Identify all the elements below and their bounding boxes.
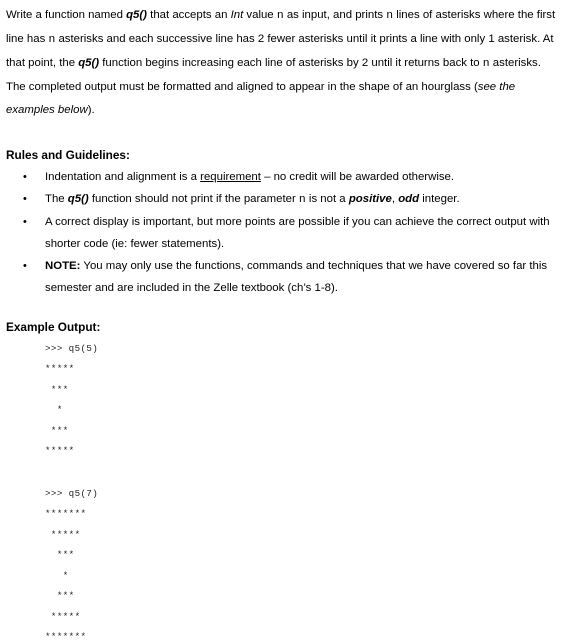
rule-item xyxy=(0,211,567,255)
output-line: ***** xyxy=(45,528,81,540)
rule-text: You may only use the functions, commands and techniques that we have covered so far this semester and are included in the Zelle textbook (ch’s 1-8). xyxy=(45,260,548,294)
output-line: * xyxy=(45,569,69,581)
output-line: *** xyxy=(45,590,75,601)
param-name: n xyxy=(386,10,394,22)
function-name: q5() xyxy=(67,193,89,205)
text-segment: value xyxy=(243,9,277,21)
output-line: ***** xyxy=(45,445,75,456)
rule-text: function should not print if the parameter xyxy=(88,193,299,205)
output-line: ******* xyxy=(45,508,87,519)
output-line: *** xyxy=(45,383,69,395)
bullet-icon: • xyxy=(23,216,27,228)
bullet-icon: • xyxy=(23,260,27,272)
shell-prompt: >>> q5(7) xyxy=(45,488,99,499)
bullet-icon: • xyxy=(23,193,27,205)
param-name: n xyxy=(276,10,284,22)
rule-text: is not a xyxy=(305,193,349,205)
note-label: NOTE: xyxy=(45,260,81,272)
param-name: n xyxy=(48,34,56,46)
output-line: *** xyxy=(45,549,75,560)
example-output-2 xyxy=(45,484,98,643)
output-line: *** xyxy=(45,424,69,436)
text-segment: Write a function named xyxy=(6,9,127,21)
output-line: ******* xyxy=(45,631,87,642)
function-name: q5() xyxy=(78,57,100,69)
rule-item xyxy=(0,166,567,188)
example-output-1 xyxy=(45,339,98,462)
shell-prompt: >>> q5(5) xyxy=(45,343,99,354)
bullet-icon: • xyxy=(23,171,27,183)
param-name: n xyxy=(482,58,490,70)
text-segment: asterisks and each successive line has 2 fewer asterisks until it prints a line with only 1 asterisk. At that point, the xyxy=(6,33,554,69)
text-segment: function begins increasing each line of asterisks by 2 until it returns back to xyxy=(99,57,483,69)
underlined-text: requirement xyxy=(200,171,261,183)
rule-text: The xyxy=(45,193,68,205)
problem-statement xyxy=(6,4,562,122)
rules-list xyxy=(0,166,567,299)
text-segment: asterisks. The completed output must be formatted and aligned to appear in the shape of an hourglass ( xyxy=(6,57,541,93)
rule-item xyxy=(0,188,567,211)
output-line: ***** xyxy=(45,610,81,622)
rule-text: Indentation and alignment is a xyxy=(45,171,201,183)
output-line: * xyxy=(45,404,63,415)
rule-text: – no credit will be awarded otherwise. xyxy=(260,171,455,183)
emphasis-text: odd xyxy=(398,193,420,205)
rules-heading: Rules and Guidelines: xyxy=(6,148,130,162)
rule-text: , xyxy=(391,193,399,205)
text-segment: lines of asterisks where the first line has xyxy=(6,9,556,45)
output-line: ***** xyxy=(45,363,75,374)
rule-item xyxy=(0,255,567,299)
text-segment: that accepts an xyxy=(146,9,231,21)
example-heading: Example Output: xyxy=(6,320,101,334)
text-segment: as input, and prints xyxy=(283,9,387,21)
examples-reference: see the examples below xyxy=(6,81,516,116)
rule-text: integer. xyxy=(419,193,460,205)
emphasis-text: positive xyxy=(348,193,392,205)
param-name: n xyxy=(298,194,306,206)
function-name: q5() xyxy=(126,9,147,21)
rule-text: A correct display is important, but more points are possible if you can achieve the correct output with shorter code (ie: fewer statements). xyxy=(45,216,550,250)
text-segment: ). xyxy=(87,104,95,116)
type-name: Int xyxy=(230,9,244,21)
